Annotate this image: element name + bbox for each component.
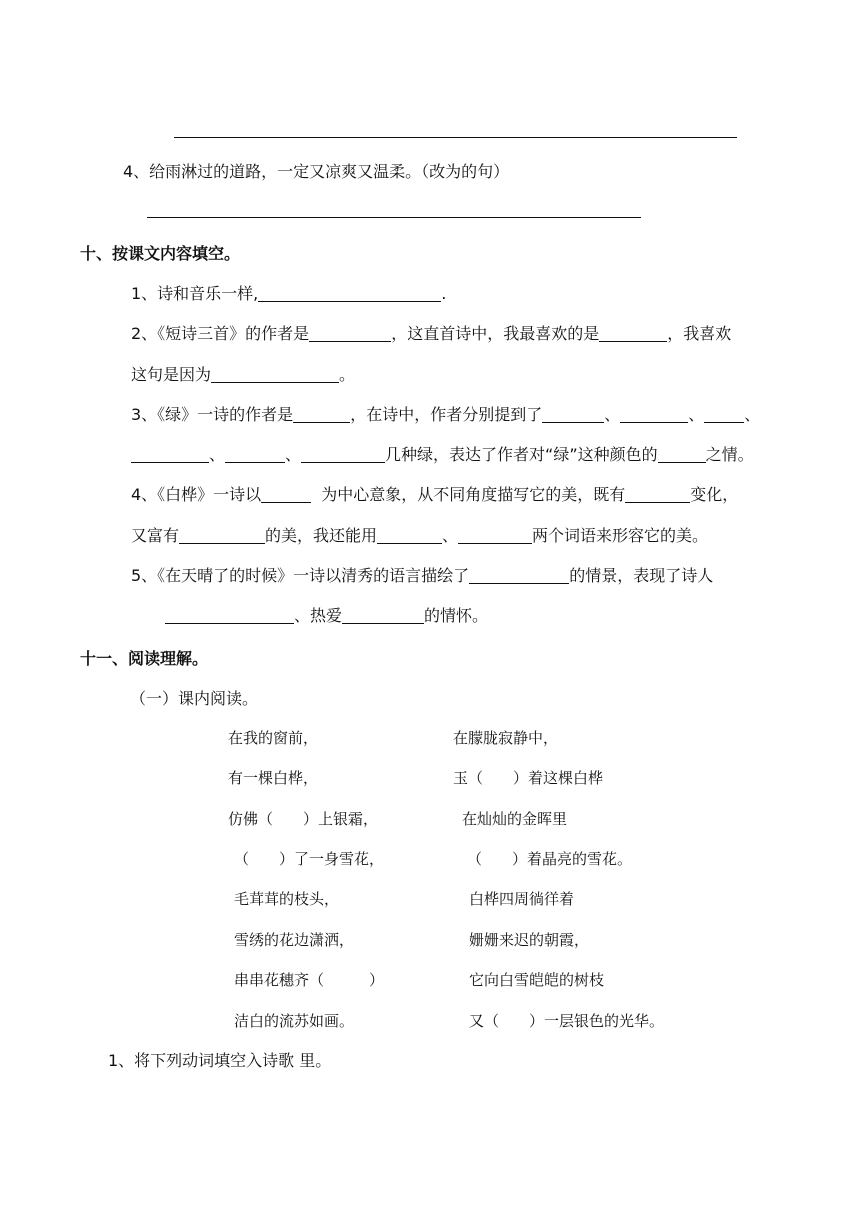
poem-line-right: 在灿灿的金晖里: [462, 810, 568, 828]
poem-line-left: 有一棵白桦，: [228, 769, 319, 787]
blank: [599, 325, 667, 342]
fill-item-1: [131, 283, 446, 305]
item-text: ，这直首诗中，我最喜欢的是: [391, 324, 600, 343]
item-text: 、热爱: [294, 606, 343, 625]
fill-item-5: [131, 565, 713, 587]
separator: 、: [285, 445, 302, 464]
item-text: 又富有: [131, 526, 180, 545]
item-text: 的情怀。: [424, 606, 489, 625]
blank: [261, 486, 311, 503]
fill-item-5-continued: [165, 605, 488, 627]
blank: [131, 446, 209, 463]
poem-line-left: （ ）了一身雪花，: [234, 850, 385, 868]
fill-item-4: [131, 484, 738, 506]
item-text: 3、《绿》一诗的作者是: [131, 405, 294, 424]
item-text: 这句是因为: [131, 365, 212, 384]
poem-line-left: 洁白的流苏如画。: [234, 1012, 355, 1030]
fill-item-3-continued: [131, 444, 754, 466]
separator: 、: [744, 405, 761, 424]
answer-line: [147, 217, 641, 218]
reading-question-1: 1、将下列动词填空入诗歌 里。: [108, 1051, 332, 1070]
item-text: 1、诗和音乐一样,: [131, 284, 259, 303]
item-text: 为中心意象，从不同角度描写它的美，既有: [321, 485, 626, 504]
blank: [301, 446, 385, 463]
item-text: 几种绿，表达了作者对“绿”这种颜色的: [385, 445, 658, 464]
poem-line-right: 姗姗来迟的朝霞，: [469, 931, 590, 949]
poem-line-left: 毛茸茸的枝头，: [234, 890, 340, 908]
item-text: 的美，我还能用: [265, 526, 378, 545]
blank: [225, 446, 285, 463]
item-text: 的情景，表现了诗人: [569, 566, 714, 585]
blank: [625, 486, 690, 503]
poem-line-right: 玉（ ）着这棵白桦: [453, 769, 604, 787]
fill-item-4-continued: [131, 525, 708, 547]
blank: [258, 285, 441, 302]
blank: [377, 527, 442, 544]
poem-line-left: 仿佛（ ）上银霜，: [228, 810, 379, 828]
item-text: 之情。: [705, 445, 754, 464]
blank: [658, 446, 706, 463]
separator: 、: [442, 526, 459, 545]
blank: [704, 406, 744, 423]
item-text: 4、《白桦》一诗以: [131, 485, 262, 504]
item-text: .: [441, 284, 447, 303]
poem-line-left: 在我的窗前，: [228, 729, 319, 747]
section-11-title: 十一、阅读理解。: [80, 649, 209, 668]
fill-item-3: [131, 404, 760, 426]
blank: [309, 325, 391, 342]
poem-line-right: 在朦胧寂静中，: [453, 729, 559, 747]
poem-line-right: 又（ ）一层银色的光华。: [469, 1012, 665, 1030]
item-text: 两个词语来形容它的美。: [532, 526, 709, 545]
item-text: 变化，: [690, 485, 739, 504]
blank: [542, 406, 604, 423]
poem-line-left: 串串花穗齐（ ）: [234, 971, 385, 989]
item-text: 。: [339, 365, 356, 384]
item-text: ，在诗中，作者分别提到了: [350, 405, 543, 424]
poem-line-left: 雪绣的花边潇洒，: [234, 931, 355, 949]
blank: [458, 527, 532, 544]
blank: [469, 567, 569, 584]
blank: [293, 406, 350, 423]
question-4: 4、给雨淋过的道路，一定又凉爽又温柔。（改为的句）: [123, 162, 510, 181]
blank: [165, 607, 294, 624]
blank: [179, 527, 265, 544]
poem-line-right: 白桦四周徜徉着: [469, 890, 575, 908]
blank: [620, 406, 688, 423]
separator: 、: [688, 405, 705, 424]
subsection-title: （一）课内阅读。: [130, 689, 259, 708]
separator: 、: [209, 445, 226, 464]
section-10-title: 十、按课文内容填空。: [80, 244, 241, 263]
poem-line-right: （ ）着晶亮的雪花。: [467, 850, 633, 868]
fill-item-2-continued: [131, 364, 355, 386]
blank: [211, 366, 339, 383]
blank: [342, 607, 424, 624]
answer-line: [174, 137, 737, 138]
poem-line-right: 它向白雪皑皑的树枝: [469, 971, 605, 989]
item-text: 2、《短诗三首》的作者是: [131, 324, 310, 343]
fill-item-2: [131, 323, 731, 345]
item-text: 5、《在天晴了的时候》一诗以清秀的语言描绘了: [131, 566, 470, 585]
item-text: ，我喜欢: [667, 324, 732, 343]
separator: 、: [604, 405, 621, 424]
